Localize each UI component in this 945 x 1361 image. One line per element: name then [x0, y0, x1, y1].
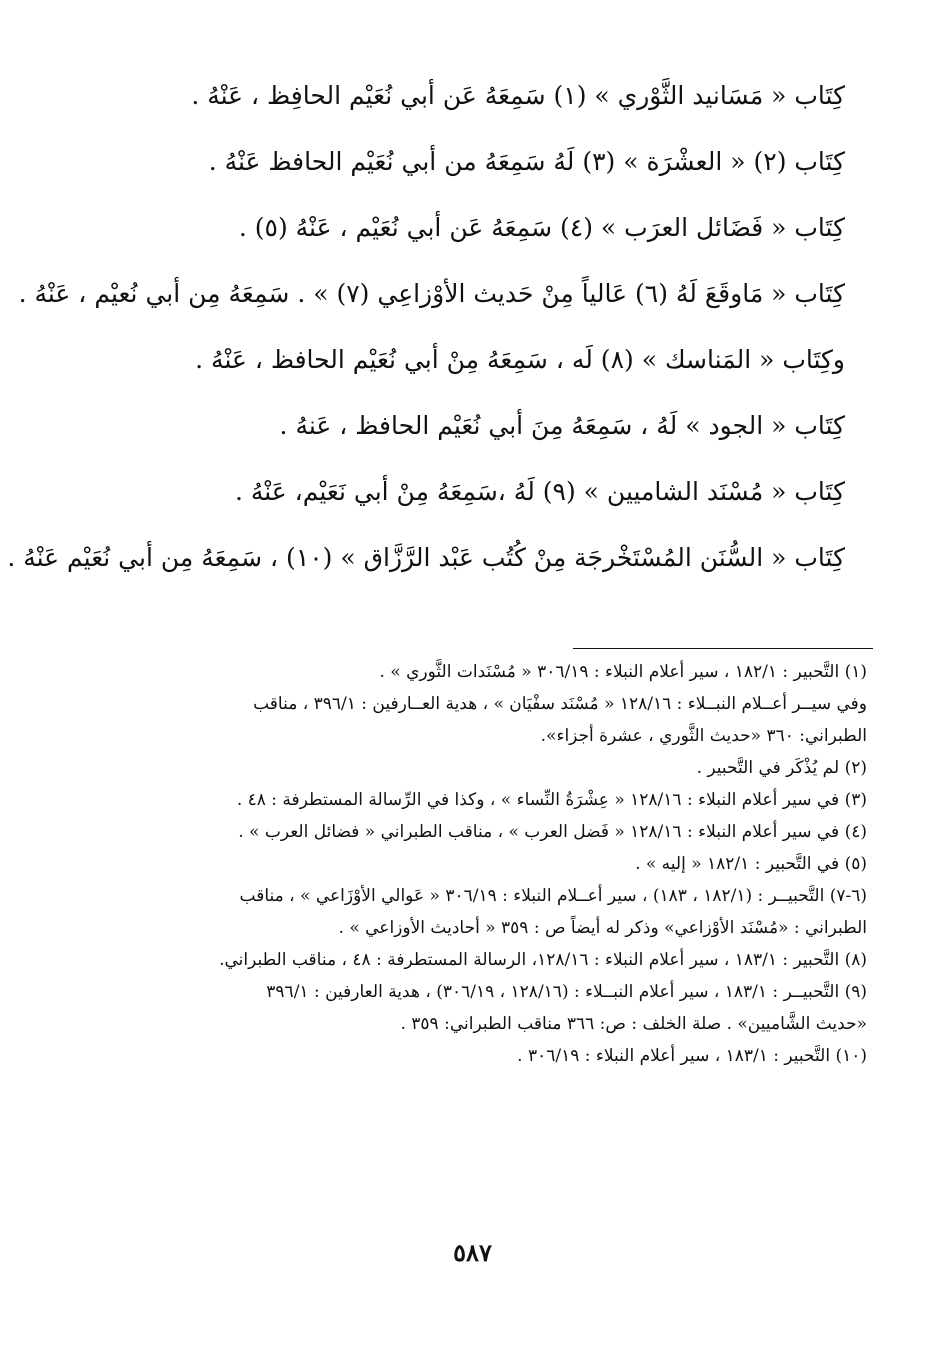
book-line-hadith-al-awzai: كِتَاب « مَاوقَعَ لَهُ (٦) عَالياً مِنْ حَديث الأوْزاعِي (٧) » . سَمِعَهُ مِن أبي نُعيْم ، عَنْهُ .: [18, 279, 845, 308]
book-line-masanid-al-thawri: كِتَاب « مَسَانيد الثَّوْري » (١) سَمِعَهُ عَن أبي نُعَيْم الحافِظ ، عَنْهُ .: [191, 81, 845, 110]
footnote-separator: [573, 648, 873, 649]
book-line-musnad-al-shamiyyin: كِتَاب « مُسْنَد الشاميين » (٩) لَهُ ،سَمِعَهُ مِنْ أبي نَعَيْم، عَنْهُ .: [234, 477, 845, 506]
footnote-4: (٤) في سير أعلام النبلاء : ١٢٨/١٦ « فَضل العرب » ، مناقب الطبراني « فضائل العرب » .: [238, 822, 867, 842]
footnote-10: (١٠) التَّحبير : ١٨٣/١ ، سير أعلام النبلاء : ٣٠٦/١٩ .: [517, 1046, 867, 1066]
book-line-al-ishra: كِتَاب (٢) « العشْرَة » (٣) لَهُ سَمِعَهُ من أبي نُعَيْم الحافظ عَنْهُ .: [208, 147, 845, 176]
footnotes: [88, 656, 867, 1072]
footnote-8: (٨) التَّحبير : ١٨٣/١ ، سير أعلام النبلاء : ١٢٨/١٦، الرسالة المستطرفة : ٤٨ ، مناقب الطبراني.: [219, 950, 867, 970]
main-text: [7, 80, 845, 608]
footnote-3: (٣) في سير أعلام النبلاء : ١٢٨/١٦ « عِشْرَةُ النِّساء » ، وكذا في الرِّسالة المستطرفة : ٤٨ .: [236, 790, 867, 810]
book-line-al-sunan-al-mustakhraja: كِتَاب « السُّنَن المُسْتَخْرجَة مِنْ كُتُب عَبْد الرَّزَّاق » (١٠) ، سَمِعَهُ مِن أبي نُعَيْم عَنْهُ .: [7, 543, 845, 572]
book-line-al-manasik: وكِتَاب « المَناسك » (٨) لَه ، سَمِعَهُ مِنْ أبي نُعَيْم الحافظ ، عَنْهُ .: [195, 345, 845, 374]
footnote-6-7-continued: الطبراني : «مُسْنَد الأوْزاعي» وذكر له أيضاً ص : ٣٥٩ « أحاديث الأوزاعي » .: [338, 918, 867, 938]
footnote-5: (٥) في التَّحبير : ١٨٢/١ « إليه » .: [635, 854, 867, 874]
book-line-al-jud: كِتَاب « الجود » لَهُ ، سَمِعَهُ مِنَ أبي نُعَيْم الحافظ ، عَنهُ .: [279, 411, 845, 440]
footnote-6-7: (٦-٧) التَّحبيــر : (١٨٢/١ ، ١٨٣) ، سير أعــلام النبلاء : ٣٠٦/١٩ « عَوالي الأوْزَاعي » ، مناقب: [239, 886, 867, 906]
footnote-1-continued: الطبراني: ٣٦٠ «حديث الثَّوري ، عشرة أجزاء».: [540, 726, 867, 746]
footnote-2: (٢) لم يُذْكَر في التَّحبير .: [696, 758, 867, 778]
footnote-9-continued: «حديث الشَّاميين» . صلة الخلف : ص: ٣٦٦ مناقب الطبراني: ٣٥٩ .: [400, 1014, 867, 1034]
footnote-1-continued: وفي سيــر أعــلام النبــلاء : ١٢٨/١٦ « مُسْنَد سفْيَان » ، هدية العــارفين : ٣٩٦/١ ، مناقب: [253, 694, 867, 714]
book-line-fadail-al-arab: كِتَاب « فَضَائل العرَب » (٤) سَمِعَهُ عَن أبي نُعَيْم ، عَنْهُ (٥) .: [238, 213, 845, 242]
footnote-1: (١) التَّحبير : ١٨٢/١ ، سير أعلام النبلاء : ٣٠٦/١٩ « مُسْنَدات الثَّوري » .: [379, 662, 867, 682]
page-number: ٥٨٧: [453, 1238, 492, 1267]
footnote-9: (٩) التَّحبيــر : ١٨٣/١ ، سير أعلام النبــلاء : (١٢٨/١٦ ، ٣٠٦/١٩) ، هدية العارفين : ٣٩٦/١: [266, 982, 867, 1002]
